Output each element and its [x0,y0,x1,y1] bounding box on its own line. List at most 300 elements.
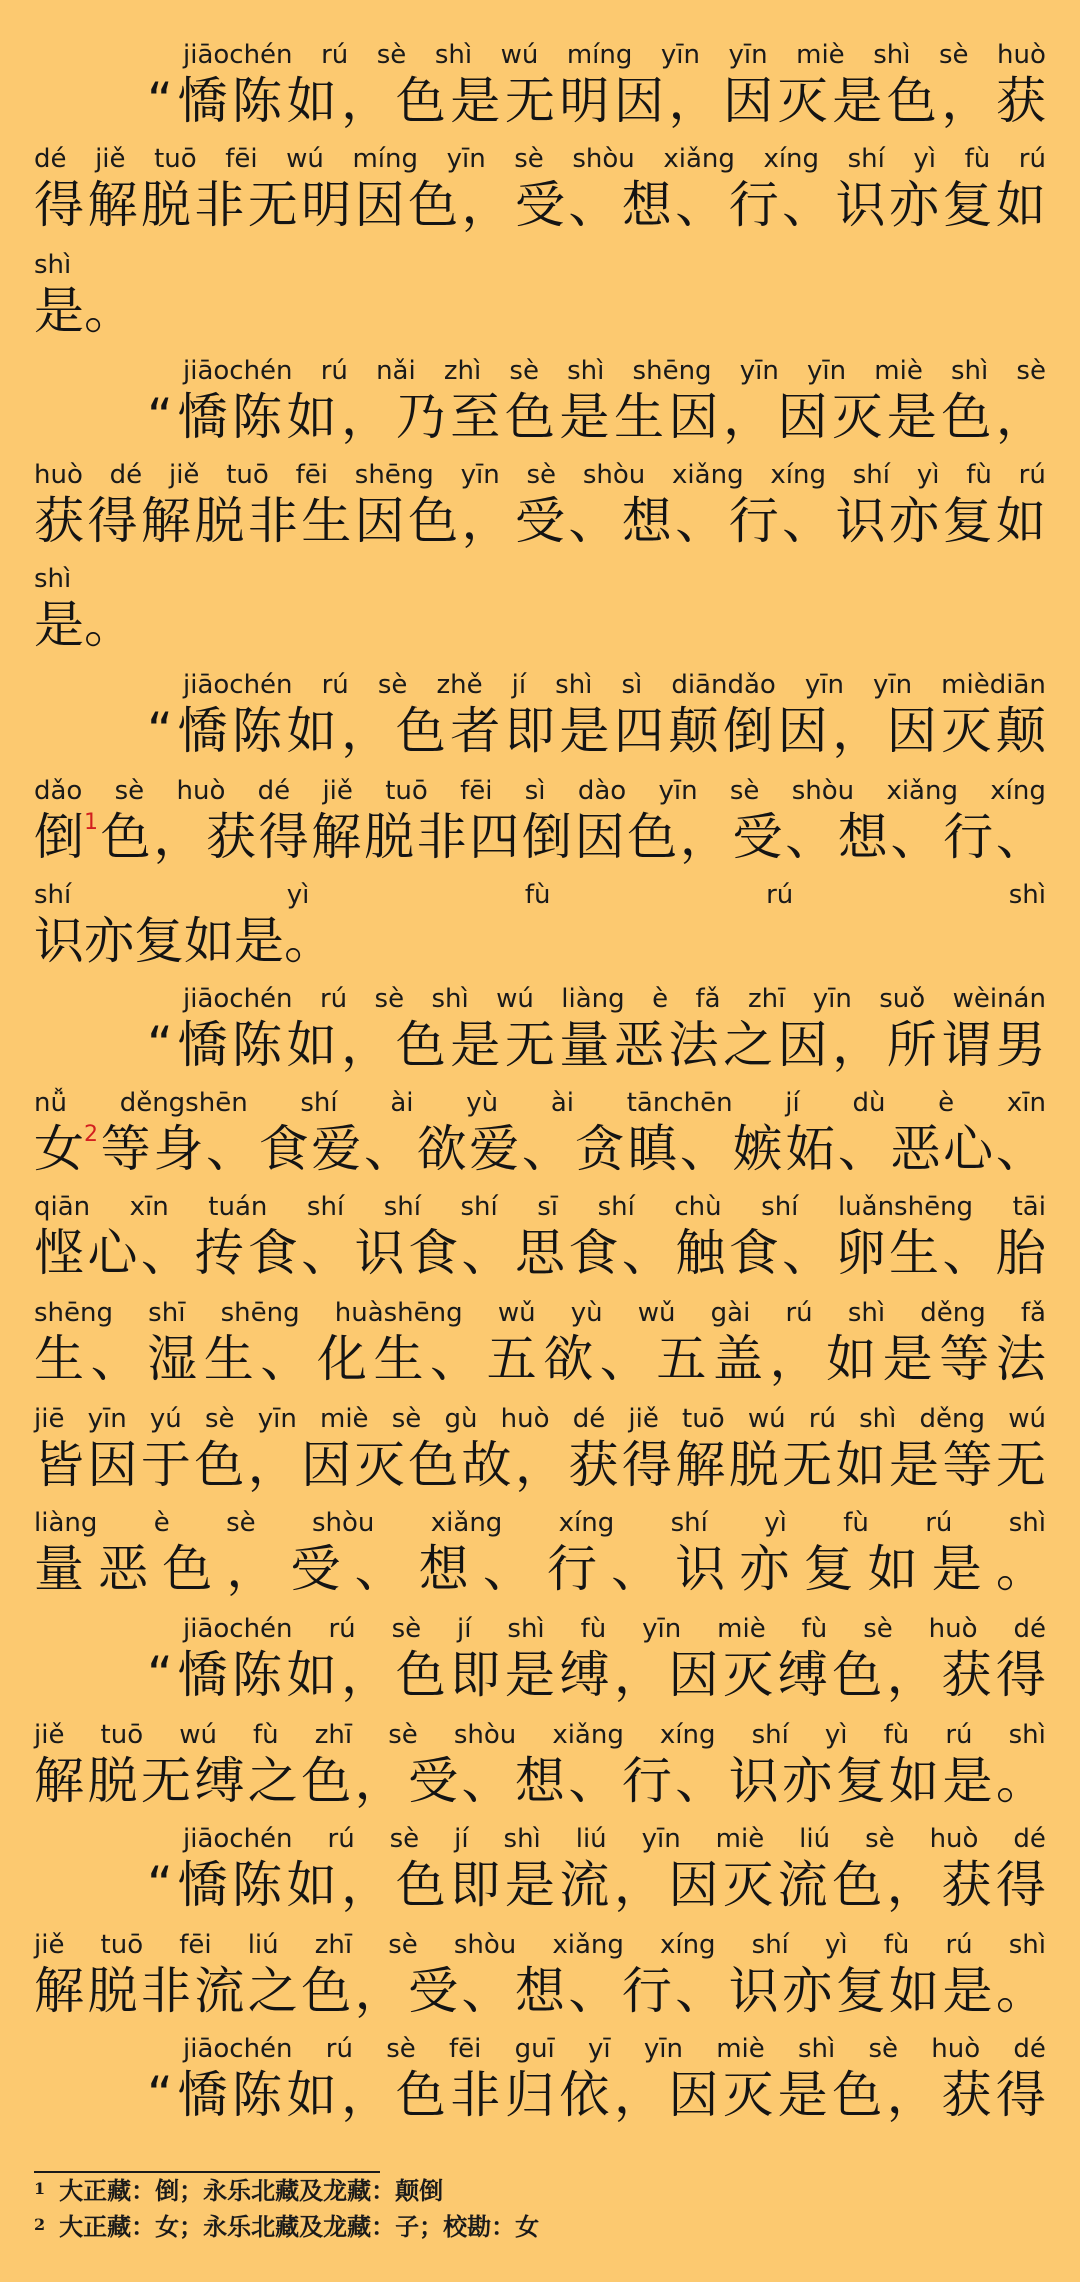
hanzi-row [34,1752,1046,1810]
pinyin-syllable: xiǎng [672,460,744,490]
hanzi-char: 瞋 [627,1120,678,1178]
hanzi-char: 色 [941,388,992,446]
hanzi-char: ， [723,388,774,446]
pinyin-syllable: xíng [770,460,826,490]
pinyin-syllable: luǎnshēng [837,1192,974,1222]
hanzi-char: 得 [621,1436,672,1494]
hanzi-char: 受 [514,492,565,550]
hanzi-row [147,2066,1046,2124]
hanzi-char: 食 [247,1224,298,1282]
hanzi-char: 陈 [232,72,283,130]
hanzi-char: 五 [486,1330,537,1388]
hanzi-char: 想 [837,808,888,866]
pinyin-syllable: xīn [129,1192,169,1222]
hanzi-row [34,912,1046,970]
pinyin-syllable: sè [868,2034,899,2064]
hanzi-char: 化 [316,1330,367,1388]
pinyin-syllable: yīn [660,40,700,70]
hanzi-char: 如 [286,702,337,760]
pinyin-syllable: xiǎng [430,1508,503,1538]
hanzi-char: 者 [450,702,501,760]
hanzi-char: 四 [613,702,664,760]
pinyin-syllable: zhì [443,356,482,386]
hanzi-char: 色 [408,492,459,550]
pinyin-row [34,776,1046,806]
pinyin-syllable: sè [863,1614,893,1644]
hanzi-char: 触 [675,1224,726,1282]
hanzi-char: 、 [430,1330,481,1388]
pinyin-syllable: jiāochén [183,40,293,70]
footnote-number: 1 [34,2179,46,2198]
pinyin-row [34,1404,1046,1434]
pinyin-syllable: shēng [354,460,434,490]
hanzi-char: 获 [941,1646,992,1704]
hanzi-char: 是 [234,912,284,970]
pinyin-syllable: è [153,1508,170,1538]
hanzi-char: 因 [668,1646,719,1704]
pinyin-row [183,356,1046,386]
pinyin-syllable: fù [883,1720,910,1750]
pinyin-syllable: shí [383,1192,421,1222]
hanzi-char: “ [147,388,173,446]
hanzi-char: ， [886,1646,937,1704]
hanzi-char: 、 [675,1962,726,2020]
hanzi-char: 是 [942,1962,993,2020]
hanzi-char: 皆 [34,1436,84,1494]
pinyin-syllable: diāndǎo [671,670,776,700]
pinyin-syllable: miè [717,1614,766,1644]
hanzi-char: 色 [395,1856,446,1914]
hanzi-char: 识 [354,1224,405,1282]
hanzi-char: ， [226,1540,277,1598]
hanzi-char: 、 [568,1962,619,2020]
pinyin-syllable: wú [747,1404,786,1434]
hanzi-char: 至 [450,388,501,446]
pinyin-syllable: fēi [460,776,493,806]
pinyin-syllable: yīn [728,40,768,70]
text-line [147,670,1046,760]
hanzi-char: 因 [354,492,405,550]
pinyin-syllable: shēng [220,1298,300,1328]
hanzi-char: 流 [194,1962,245,2020]
hanzi-char: 、 [521,1120,572,1178]
hanzi-char: 亦 [889,176,939,234]
pinyin-syllable: sè [388,1930,418,1960]
hanzi-char: 如 [184,912,234,970]
pinyin-syllable: xiǎng [552,1720,624,1750]
hanzi-char: 获 [941,1856,992,1914]
pinyin-syllable: wǔ [637,1298,676,1328]
hanzi-char: 之 [723,1016,774,1074]
text-line [34,776,1046,866]
hanzi-char: 色 [886,72,937,130]
pinyin-syllable: huò [500,1404,550,1434]
hanzi-char: 倒$^1$ [34,808,98,866]
pinyin-syllable: sè [509,356,539,386]
pinyin-syllable: xíng [763,144,820,174]
hanzi-char: 复 [942,492,993,550]
hanzi-char: 受 [732,808,783,866]
pinyin-row [34,1930,1046,1960]
pinyin-syllable: jiě [34,1930,65,1960]
hanzi-char: 色 [832,1856,883,1914]
hanzi-char: 量 [559,1016,610,1074]
pinyin-syllable: sè [374,984,405,1014]
hanzi-char: 是 [559,388,610,446]
hanzi-char: ， [832,1016,883,1074]
hanzi-char: ， [886,1856,937,1914]
hanzi-char: 明 [559,72,610,130]
hanzi-char: 爱 [311,1120,362,1178]
hanzi-char: 因 [777,702,828,760]
hanzi-char: 非 [140,1962,191,2020]
pinyin-syllable: sè [204,1404,235,1434]
pinyin-syllable: shí [847,144,885,174]
pinyin-syllable: sè [526,460,557,490]
pinyin-syllable: fù [524,880,551,910]
pinyin-syllable: shì [434,40,473,70]
pinyin-syllable: xiǎng [886,776,958,806]
pinyin-syllable: xíng [659,1930,716,1960]
pinyin-row [183,670,1046,700]
hanzi-char: ， [613,1646,664,1704]
hanzi-char: 想 [514,1962,565,2020]
hanzi-char: 得 [995,1856,1046,1914]
hanzi-char: 解 [140,492,191,550]
hanzi-char: 、 [995,808,1046,866]
text-line [147,984,1046,1074]
pinyin-syllable: yīn [739,356,779,386]
hanzi-char: 是 [931,1540,982,1598]
hanzi-char: 。 [84,596,134,654]
pinyin-syllable: sì [621,670,643,700]
hanzi-char: 身 [153,1120,204,1178]
hanzi-char: 非 [247,492,298,550]
hanzi-char: 于 [140,1436,191,1494]
pinyin-syllable: mièdiān [941,670,1046,700]
pinyin-syllable: miè [716,2034,765,2064]
pinyin-syllable: shì [34,250,72,280]
pinyin-syllable: shí [597,1192,635,1222]
hanzi-char: 即 [504,702,555,760]
hanzi-char: 憍 [177,1646,228,1704]
pinyin-syllable: rú [319,984,348,1014]
pinyin-syllable: yīn [446,144,486,174]
hanzi-char: 思 [514,1224,565,1282]
hanzi-char: 、 [675,176,726,234]
hanzi-char: 受 [290,1540,341,1598]
hanzi-char: 妬 [785,1120,836,1178]
pinyin-syllable: rú [320,356,348,386]
pinyin-syllable: tuō [154,144,197,174]
pinyin-row [34,564,1046,594]
pinyin-syllable: fù [883,1930,910,1960]
hanzi-char: 获 [941,2066,992,2124]
pinyin-syllable: guī [514,2034,555,2064]
hanzi-char: 无 [995,1436,1046,1494]
hanzi-char: 因 [668,2066,719,2124]
hanzi-char: 亦 [739,1540,790,1598]
footnote-number: 2 [34,2215,46,2234]
pinyin-syllable: liú [575,1824,607,1854]
hanzi-char: 是 [559,702,610,760]
hanzi-char: ， [679,808,730,866]
hanzi-char: 获 [995,72,1046,130]
hanzi-char: 卵 [835,1224,886,1282]
hanzi-row [34,282,1046,340]
pinyin-syllable: rú [1018,144,1046,174]
pinyin-syllable: dǎo [34,776,83,806]
hanzi-char: 获 [568,1436,619,1494]
hanzi-char: 悭 [34,1224,84,1282]
hanzi-char: 复 [803,1540,854,1598]
hanzi-char: ， [613,2066,664,2124]
hanzi-row [34,492,1046,550]
hanzi-char: 、 [599,1330,650,1388]
hanzi-char: ， [461,492,512,550]
hanzi-char: 缚 [777,1646,828,1704]
hanzi-char: 。 [284,912,334,970]
pinyin-syllable: shì [873,40,911,70]
hanzi-char: 即 [450,1646,501,1704]
pinyin-syllable: fǎ [695,984,721,1014]
hanzi-char: 五 [656,1330,707,1388]
pinyin-syllable: sì [524,776,546,806]
pinyin-syllable: sè [388,1720,418,1750]
hanzi-char: 无 [247,176,298,234]
pinyin-syllable: rú [766,880,794,910]
hanzi-char: 行 [943,808,994,866]
pinyin-syllable: shí [751,1930,789,1960]
hanzi-row [34,596,1046,654]
hanzi-char: 爱 [469,1120,520,1178]
pinyin-syllable: míng [566,40,633,70]
hanzi-char: 食 [258,1120,309,1178]
hanzi-char: 复 [835,1962,886,2020]
hanzi-char: 缚 [194,1752,245,1810]
hanzi-char: 是 [777,2066,828,2124]
hanzi-char: 憍 [177,1856,228,1914]
hanzi-char: 是 [34,596,84,654]
pinyin-syllable: dé [1013,1614,1046,1644]
hanzi-char: 恶 [890,1120,941,1178]
pinyin-syllable: sī [537,1192,559,1222]
hanzi-char: 法 [668,1016,719,1074]
hanzi-char: 、 [568,176,619,234]
hanzi-char: 、 [675,492,726,550]
pinyin-syllable: qiān [34,1192,91,1222]
pinyin-syllable: dé [1013,2034,1046,2064]
pinyin-syllable: rú [321,670,349,700]
pinyin-syllable: yì [916,460,940,490]
pinyin-syllable: fù [964,144,991,174]
text-line [34,1508,1046,1598]
pinyin-syllable: zhī [314,1930,353,1960]
hanzi-char: 倒 [723,702,774,760]
hanzi-char: 灭 [723,1856,774,1914]
pinyin-syllable: sè [729,776,760,806]
pinyin-syllable: sè [376,40,407,70]
hanzi-row [147,1646,1046,1704]
hanzi-char: 色 [408,1436,459,1494]
pinyin-syllable: shì [859,1404,897,1434]
hanzi-char: 受 [408,1752,459,1810]
hanzi-char: 如 [286,1016,337,1074]
hanzi-char: ， [995,388,1046,446]
pinyin-syllable: yì [286,880,310,910]
hanzi-char: 、 [995,1120,1046,1178]
hanzi-char: 乃 [395,388,446,446]
hanzi-char: 心 [943,1120,994,1178]
pinyin-syllable: rú [785,1298,813,1328]
pinyin-row [183,1614,1046,1644]
pinyin-syllable: shòu [453,1720,517,1750]
pinyin-syllable: rú [808,1404,836,1434]
hanzi-char: 。 [995,1752,1046,1810]
pinyin-syllable: shí [670,1508,708,1538]
footnote-divider [34,2171,380,2173]
pinyin-row [34,1192,1046,1222]
pinyin-syllable: shēng [34,1298,114,1328]
hanzi-char: 等 [939,1330,990,1388]
pinyin-syllable: zhě [436,670,483,700]
pinyin-syllable: tuō [385,776,428,806]
hanzi-row [34,1120,1046,1178]
hanzi-char: ， [769,1330,820,1388]
hanzi-char: 谓 [941,1016,992,1074]
pinyin-syllable: tuō [100,1930,144,1960]
footnote [34,2212,539,2242]
hanzi-char: 、 [260,1330,311,1388]
hanzi-char: 识 [728,1752,779,1810]
hanzi-char: 流 [777,1856,828,1914]
hanzi-char: 如 [286,2066,337,2124]
hanzi-char: 行 [728,492,779,550]
hanzi-row [147,702,1046,760]
hanzi-char: 得 [995,1646,1046,1704]
hanzi-char: 、 [301,1224,352,1282]
pinyin-syllable: shì [798,2034,836,2064]
pinyin-row [34,1298,1046,1328]
pinyin-syllable: sè [114,776,145,806]
hanzi-char: 无 [782,1436,833,1494]
pinyin-syllable: tānchēn [626,1088,733,1118]
pinyin-syllable: yì [913,144,937,174]
text-line [34,1720,1046,1810]
pinyin-syllable: jiě [322,776,353,806]
pinyin-syllable: sè [377,670,408,700]
pinyin-syllable: shí [761,1192,799,1222]
hanzi-char: ， [832,702,883,760]
pinyin-syllable: yīn [807,356,847,386]
hanzi-char: 想 [514,1752,565,1810]
pinyin-syllable: xīn [1006,1088,1046,1118]
pinyin-syllable: suǒ [879,984,926,1014]
pinyin-syllable: jí [454,1824,469,1854]
hanzi-char: “ [147,1016,173,1074]
hanzi-char: 得 [34,176,84,234]
pinyin-syllable: shòu [572,144,635,174]
hanzi-char: 、 [837,1120,888,1178]
hanzi-char: 行 [547,1540,597,1598]
text-line [147,40,1046,130]
footnote [34,2176,443,2206]
hanzi-char: 、 [568,492,619,550]
hanzi-char: 脱 [87,1752,138,1810]
hanzi-char: 如 [995,176,1046,234]
text-line [34,1404,1046,1494]
hanzi-char: 灭 [723,1646,774,1704]
hanzi-char: “ [147,72,173,130]
hanzi-char: 陈 [232,388,283,446]
hanzi-char: 、 [785,808,836,866]
hanzi-char: 四 [469,808,520,866]
pinyin-syllable: shí [34,880,72,910]
hanzi-char: 欲 [416,1120,467,1178]
hanzi-char: ， [354,1752,405,1810]
hanzi-char: 如 [286,388,337,446]
pinyin-syllable: wú [500,40,539,70]
hanzi-char: 因 [613,72,664,130]
hanzi-char: 等 [100,1120,151,1178]
hanzi-char: 、 [621,1224,672,1282]
pinyin-syllable: yù [570,1298,603,1328]
hanzi-char: 灭 [832,388,883,446]
hanzi-char: 因 [723,72,774,130]
hanzi-char: 如 [286,1856,337,1914]
pinyin-syllable: liàng [561,984,625,1014]
hanzi-char: 色 [100,808,151,866]
pinyin-syllable: yīn [257,1404,297,1434]
pinyin-syllable: jiāochén [183,2034,293,2064]
hanzi-char: “ [147,1646,173,1704]
hanzi-char: 解 [675,1436,726,1494]
hanzi-char: 无 [504,1016,555,1074]
hanzi-char: “ [147,702,173,760]
hanzi-char: ， [341,2066,392,2124]
hanzi-char: 因 [301,1436,352,1494]
pinyin-syllable: dé [257,776,291,806]
pinyin-syllable: shí [460,1192,498,1222]
pinyin-syllable: huò [176,776,226,806]
hanzi-char: ， [341,1646,392,1704]
hanzi-char: 生 [203,1330,254,1388]
pinyin-syllable: yīn [658,776,698,806]
pinyin-syllable: yì [764,1508,787,1538]
hanzi-char: 如 [826,1330,877,1388]
hanzi-char: 颠 [995,702,1046,760]
pinyin-syllable: yī [588,2034,611,2064]
pinyin-syllable: gù [444,1404,478,1434]
pinyin-syllable: jí [457,1614,472,1644]
pinyin-syllable: wú [1008,1404,1046,1434]
pinyin-syllable: xíng [558,1508,615,1538]
pinyin-syllable: sè [1016,356,1046,386]
pinyin-syllable: shì [507,1614,545,1644]
pinyin-syllable: yīn [643,2034,683,2064]
hanzi-char: ， [341,388,392,446]
hanzi-char: 色 [395,702,446,760]
hanzi-char: 、 [482,1540,533,1598]
hanzi-char: 缚 [559,1646,610,1704]
text-line [34,460,1046,550]
pinyin-syllable: shòu [791,776,855,806]
hanzi-char: 、 [611,1540,662,1598]
pinyin-syllable: shì [503,1824,541,1854]
hanzi-char: 是 [882,1330,933,1388]
pinyin-syllable: xiǎng [552,1930,624,1960]
pinyin-syllable: huò [931,2034,981,2064]
